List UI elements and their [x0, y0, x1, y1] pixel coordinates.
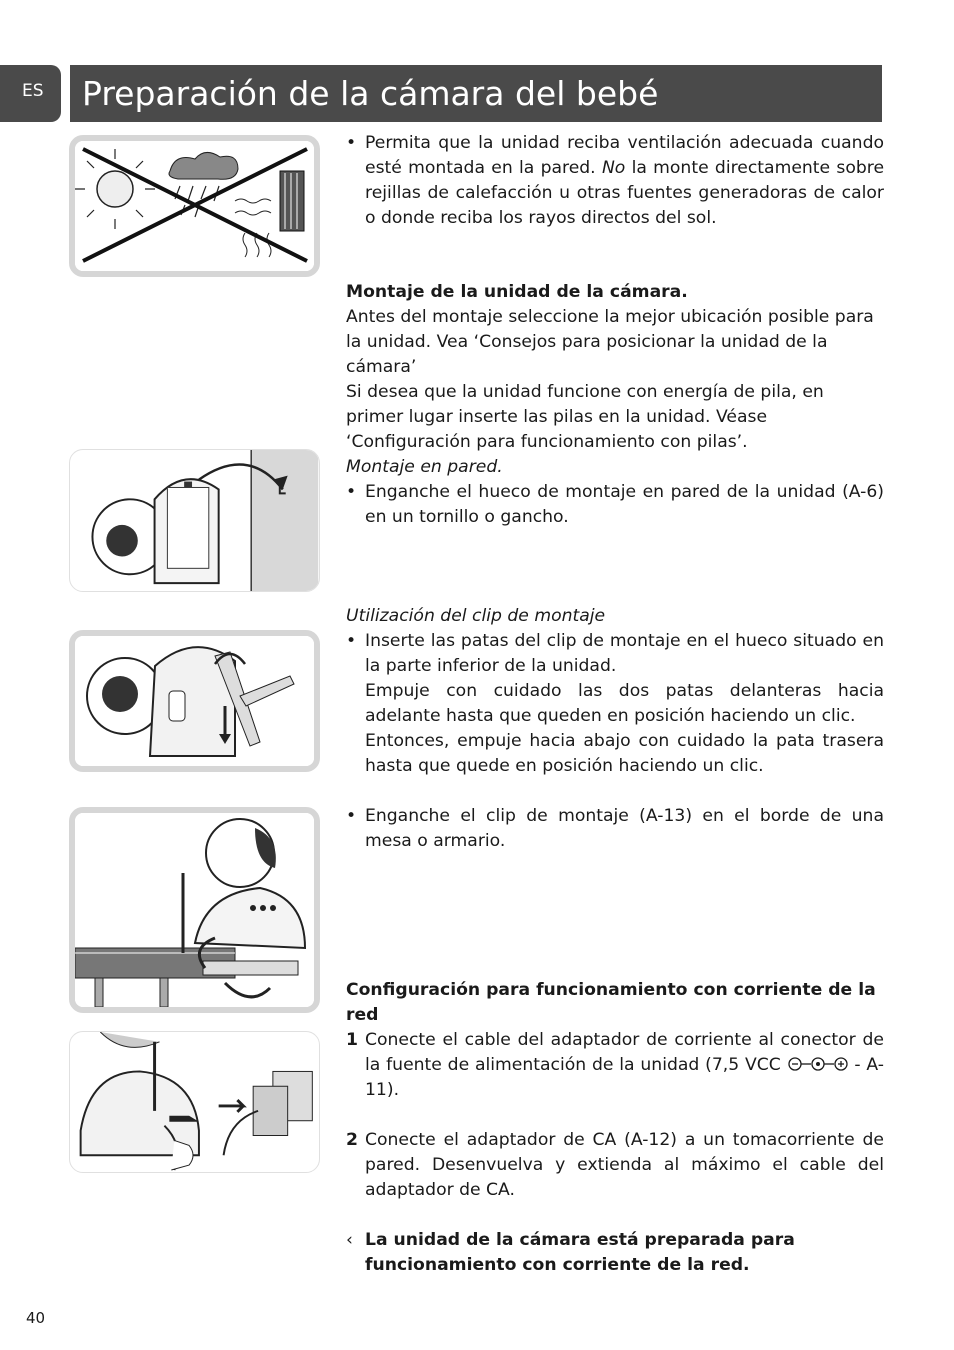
page-title-bar: [70, 65, 882, 122]
clip-bullet: [346, 629, 884, 779]
step-number: 1: [346, 1030, 358, 1050]
ventilation-text: Permita que la unidad reciba ventilación adecuada cuando esté montada en la pared.: [365, 133, 884, 178]
wall-mount-bullet: [346, 480, 884, 530]
result-marker-icon: ‹: [346, 1230, 353, 1250]
clip-text-1: Inserte las patas del clip de montaje en el hueco situado en la parte inferior de la unidad.: [365, 631, 884, 676]
clip-subheading: Utilización del clip de montaje: [346, 606, 606, 626]
wall-mount-illustration: [70, 450, 319, 591]
clip-icon: [203, 961, 298, 975]
clip-section: [346, 604, 884, 854]
no-heat-illustration: [75, 141, 314, 271]
clip-text-3: Entonces, empuje hacia abajo con cuidado la pata trasera hasta que quede en posición haciendo un clic.: [365, 731, 884, 776]
language-tab-label: ES: [22, 81, 44, 101]
figure-clip-table-edge: [69, 807, 320, 1013]
clip-table-text: Enganche el clip de montaje (A-13) en el borde de una mesa o armario.: [365, 806, 884, 851]
power-adapter-illustration: [70, 1032, 319, 1172]
wall-mount-section: [346, 455, 884, 530]
figure-power-adapter: [69, 1031, 320, 1173]
ventilation-section: [346, 131, 884, 231]
figure-wall-mount: [69, 449, 320, 592]
radiator-icon: [280, 171, 304, 231]
mounting-para1: Antes del montaje seleccione la mejor ubicación posible para la unidad. Vea ‘Consejos para posicionar la unidad de la cámara’: [346, 307, 874, 377]
clip-text-2: Empuje con cuidado las dos patas delanteras hacia adelante hasta que queden en posición haciendo un clic.: [365, 681, 884, 726]
step-2-text: Conecte el adaptador de CA (A-12) a un tomacorriente de pared. Desenvuelva y extienda al máximo el cable del adaptador de CA.: [365, 1130, 884, 1200]
bullet-marker: •: [346, 133, 357, 153]
arrow-icon: [219, 1100, 244, 1112]
result-text: La unidad de la cámara está preparada para funcionamiento con corriente de la red.: [365, 1230, 795, 1275]
wall-mount-subheading: Montaje en pared.: [346, 457, 503, 477]
clip-insert-illustration: [75, 636, 314, 766]
step-1-text-end: - A-11).: [365, 1055, 885, 1100]
language-tab: [0, 65, 61, 122]
mounting-section: [346, 280, 884, 455]
ventilation-no-emphasis: No: [601, 158, 626, 178]
bullet-marker: •: [346, 482, 357, 502]
step-1-text: Conecte el cable del adaptador de corriente al conector de la fuente de alimentación de la unidad (7,5 VCC: [365, 1030, 884, 1075]
sun-icon: [97, 171, 133, 207]
power-step-2: [346, 1128, 884, 1203]
clip-table-bullet: [346, 804, 884, 854]
power-step-1: [346, 1028, 884, 1103]
ventilation-text-rest: la monte directamente sobre rejillas de calefacción u otras fuentes generadoras de calor o donde reciba los rayos directos del sol.: [365, 158, 885, 228]
step-number: 2: [346, 1130, 358, 1150]
ac-adapter-icon: [253, 1086, 288, 1135]
dc-polarity-icon: [787, 1056, 849, 1072]
mounting-heading: Montaje de la unidad de la cámara.: [346, 282, 688, 302]
bullet-marker: •: [346, 631, 357, 651]
bullet-marker: •: [346, 806, 357, 826]
ventilation-bullet: [346, 131, 884, 231]
page-title: Preparación de la cámara del bebé: [82, 74, 659, 113]
wall-mount-text: Enganche el hueco de montaje en pared de la unidad (A-6) en un tornillo o gancho.: [365, 482, 884, 527]
figure-clip-insert: [69, 630, 320, 772]
page-number: 40: [26, 1309, 46, 1327]
power-section: [346, 978, 884, 1278]
power-heading: Configuración para funcionamiento con corriente de la red: [346, 980, 876, 1025]
mounting-para2: Si desea que la unidad funcione con energía de pila, en primer lugar inserte las pilas en la unidad. Véase ‘Configuración para funcionamiento con pilas’.: [346, 382, 824, 452]
power-result: [346, 1228, 884, 1278]
table-edge-illustration: [75, 813, 314, 1007]
figure-no-heat-sources: [69, 135, 320, 277]
